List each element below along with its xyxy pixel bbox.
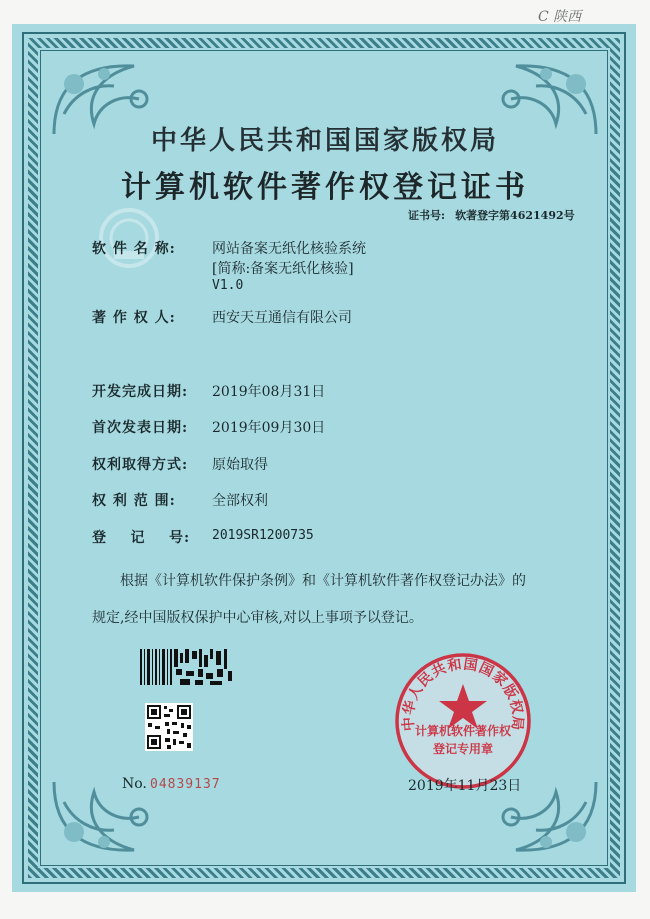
field-value-software-version: V1.0 xyxy=(212,278,244,293)
certificate-title: 计算机软件著作权登记证书 xyxy=(121,170,529,205)
issuer-heading: 中华人民共和国国家版权局 xyxy=(150,126,499,156)
field-value-completion-date: 2019年08月31日 xyxy=(212,384,326,400)
seal-ring-icon xyxy=(392,650,534,792)
registration-statement-line-2: 规定,经中国版权保护中心审核,对以上事项予以登记。 xyxy=(92,610,423,626)
field-value-registration-number: 2019SR1200735 xyxy=(212,528,314,543)
field-label-registration-number: 登 记 号: xyxy=(92,530,191,546)
seal-line-1: 计算机软件著作权 xyxy=(414,724,511,738)
issue-date: 2019年11月23日 xyxy=(408,778,522,794)
field-label-acquisition-method: 权利取得方式: xyxy=(92,457,189,473)
certificate-number-label: 证书号: xyxy=(408,209,446,222)
qr-code-image xyxy=(145,703,193,751)
serial-number-label: No. xyxy=(122,776,147,792)
barcode-image xyxy=(140,649,234,685)
official-seal xyxy=(392,650,534,792)
certificate-number xyxy=(408,207,575,223)
field-label-software-name: 软 件 名 称: xyxy=(92,241,176,257)
field-value-software-short-name: [简称:备案无纸化核验] xyxy=(212,261,354,277)
handwritten-note: C 陕西 xyxy=(538,9,582,25)
registration-statement-line-1: 根据《计算机软件保护条例》和《计算机软件著作权登记办法》的 xyxy=(120,573,526,589)
field-label-publication-date: 首次发表日期: xyxy=(92,420,189,436)
field-value-publication-date: 2019年09月30日 xyxy=(212,420,326,436)
serial-number-value: 04839137 xyxy=(150,777,221,792)
seal-line-2: 登记专用章 xyxy=(432,742,493,756)
field-value-rights-scope: 全部权利 xyxy=(212,493,268,509)
field-label-rights-scope: 权 利 范 围: xyxy=(92,493,176,509)
field-label-completion-date: 开发完成日期: xyxy=(92,384,189,400)
certificate-number-value: 软著登字第4621492号 xyxy=(455,209,575,222)
field-value-acquisition-method: 原始取得 xyxy=(212,457,268,473)
field-label-copyright-owner: 著 作 权 人: xyxy=(92,310,176,326)
seal-ring-text: 中华人民共和国国家版权局 xyxy=(400,656,526,732)
field-value-software-name: 网站备案无纸化核验系统 xyxy=(212,241,366,257)
field-value-copyright-owner: 西安天互通信有限公司 xyxy=(212,310,352,326)
